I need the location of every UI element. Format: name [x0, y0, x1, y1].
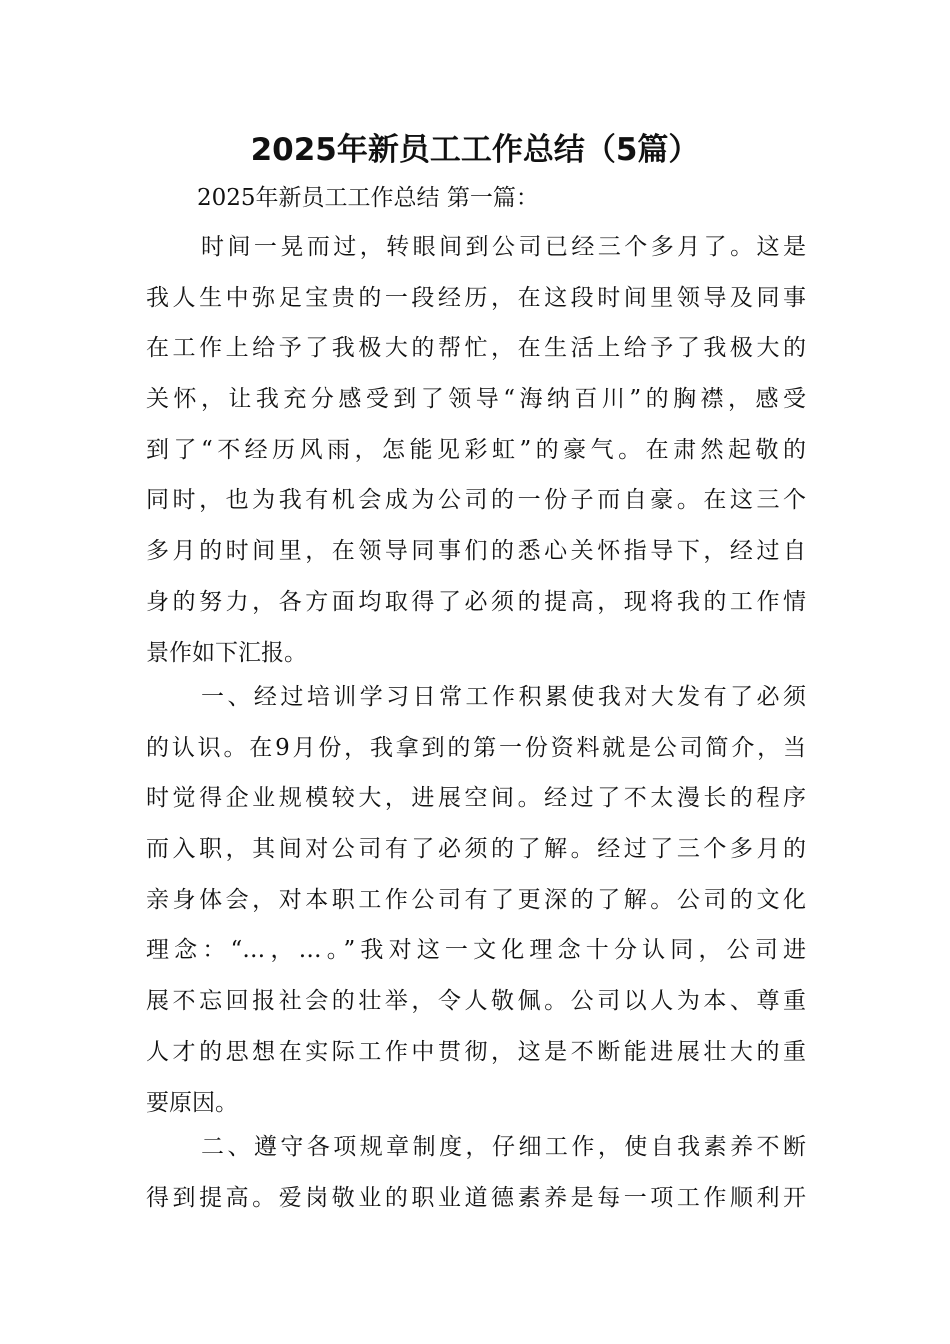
paragraph-line: 在工作上给予了我极大的帮忙，在生活上给予了我极大的: [146, 335, 806, 362]
paragraph-line: 时间一晃而过，转眼间到公司已经三个多月了。这是: [201, 234, 806, 260]
paragraph-2: [146, 672, 806, 1128]
paragraph-line: 景作如下汇报。: [146, 639, 307, 666]
paragraph-line: 我人生中弥足宝贵的一段经历，在这段时间里领导及同事: [146, 284, 806, 311]
paragraph-line: 展不忘回报社会的壮举，令人敬佩。公司以人为本、尊重: [146, 988, 806, 1015]
paragraph-line: 要原因。: [146, 1089, 238, 1116]
paragraph-line: 而入职，其间对公司有了必须的了解。经过了三个多月的: [146, 836, 806, 863]
paragraph-1: [146, 222, 806, 678]
paragraph-line: 多月的时间里，在领导同事们的悉心关怀指导下，经过自: [146, 538, 806, 565]
paragraph-line: 关怀，让我充分感受到了领导“海纳百川”的胸襟，感受: [146, 386, 806, 413]
paragraph-line: 同时，也为我有机会成为公司的一份子而自豪。在这三个: [146, 487, 806, 514]
paragraph-line: 亲身体会，对本职工作公司有了更深的了解。公司的文化: [146, 886, 806, 913]
paragraph-line: 时觉得企业规模较大，进展空间。经过了不太漫长的程序: [146, 785, 806, 812]
paragraph-line: 人才的思想在实际工作中贯彻，这是不断能进展壮大的重: [146, 1038, 806, 1065]
document-subtitle: 2025年新员工工作总结 第一篇：: [197, 185, 539, 211]
paragraph-line: 二、遵守各项规章制度，仔细工作，使自我素养不断: [201, 1134, 806, 1160]
paragraph-line: 到了“不经历风雨，怎能见彩虹”的豪气。在肃然起敬的: [146, 436, 806, 463]
paragraph-3: [146, 1122, 806, 1223]
paragraph-line: 一、经过培训学习日常工作积累使我对大发有了必须: [201, 684, 806, 710]
paragraph-line: 的认识。在9月份，我拿到的第一份资料就是公司简介，当: [146, 734, 806, 761]
paragraph-line: 得到提高。爱岗敬业的职业道德素养是每一项工作顺利开: [146, 1184, 806, 1211]
paragraph-line: 身的努力，各方面均取得了必须的提高，现将我的工作情: [146, 588, 806, 615]
document-title: 2025年新员工工作总结（5篇）: [250, 132, 700, 168]
paragraph-line: 理念：“…，…。”我对这一文化理念十分认同，公司进: [146, 937, 806, 964]
